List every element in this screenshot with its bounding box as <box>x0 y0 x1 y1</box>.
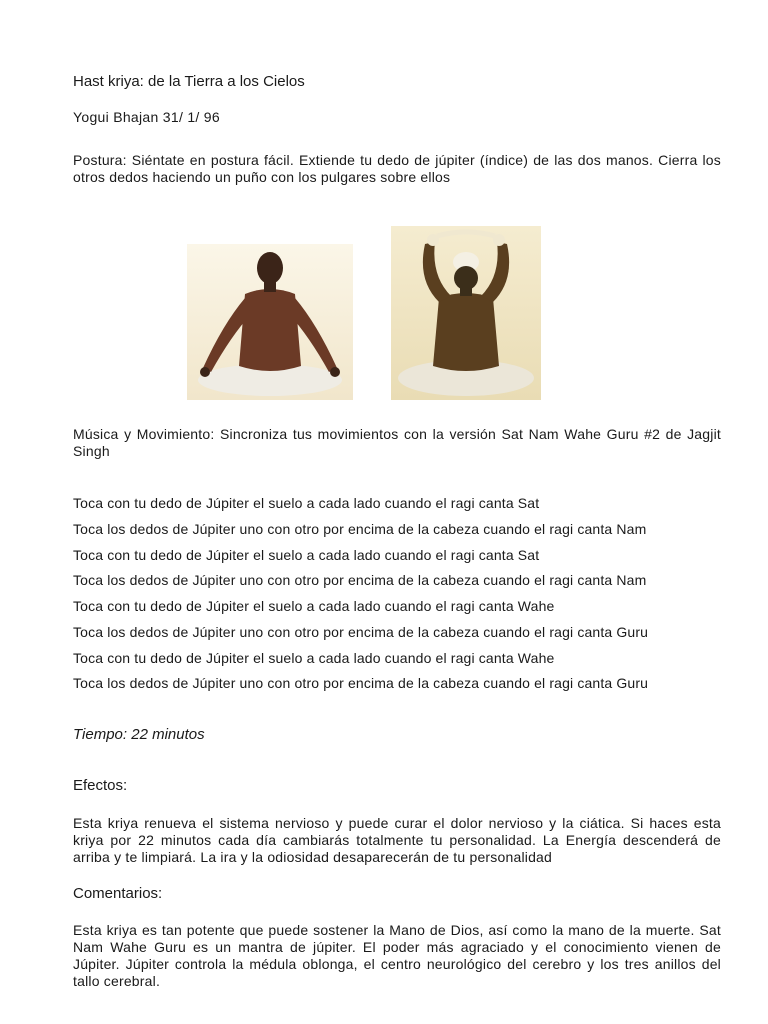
time-label: Tiempo: 22 minutos <box>73 726 205 743</box>
step-line-5: Toca con tu dedo de Júpiter el suelo a cada lado cuando el ragi canta Wahe <box>73 598 555 614</box>
photo-arms-up <box>391 226 541 400</box>
step-line-6: Toca los dedos de Júpiter uno con otro por encima de la cabeza cuando el ragi canta Guru <box>73 624 649 640</box>
photo-arms-down <box>187 244 353 400</box>
step-line-3: Toca con tu dedo de Júpiter el suelo a cada lado cuando el ragi canta Sat <box>73 547 540 563</box>
step-line-4: Toca los dedos de Júpiter uno con otro por encima de la cabeza cuando el ragi canta Nam <box>73 572 647 588</box>
music-paragraph: Música y Movimiento: Sincroniza tus movimientos con la versión Sat Nam Wahe Guru #2 de Jagjit Singh <box>73 426 721 459</box>
author-date: Yogui Bhajan 31/ 1/ 96 <box>73 109 220 125</box>
step-line-8: Toca los dedos de Júpiter uno con otro por encima de la cabeza cuando el ragi canta Guru <box>73 675 649 691</box>
effects-heading: Efectos: <box>73 777 128 794</box>
comments-paragraph: Esta kriya es tan potente que puede sostener la Mano de Dios, así como la mano de la muerte. Sat Nam Wahe Guru es un mantra de júpiter. El poder más agraciado y el conocimiento vienen de Júpiter. Júpiter controla la médula oblonga, el centro neurológico del cerebro y los tres anillos del tallo cerebral. <box>73 922 721 989</box>
posture-paragraph: Postura: Siéntate en postura fácil. Extiende tu dedo de júpiter (índice) de las dos manos. Cierra los otros dedos haciendo un puño con los pulgares sobre ellos <box>73 152 721 185</box>
step-line-2: Toca los dedos de Júpiter uno con otro por encima de la cabeza cuando el ragi canta Nam <box>73 521 647 537</box>
step-line-1: Toca con tu dedo de Júpiter el suelo a cada lado cuando el ragi canta Sat <box>73 495 540 511</box>
effects-paragraph: Esta kriya renueva el sistema nervioso y puede curar el dolor nervioso y la ciática. Si haces esta kriya por 22 minutos cada día cambiarás totalmente tu personalidad. La Energía descenderá de arriba y te limpiará. La ira y la odiosidad desaparecerán de tu personalidad <box>73 815 721 865</box>
comments-heading: Comentarios: <box>73 885 163 902</box>
step-line-7: Toca con tu dedo de Júpiter el suelo a cada lado cuando el ragi canta Wahe <box>73 650 555 666</box>
page-title: Hast kriya: de la Tierra a los Cielos <box>73 73 305 90</box>
